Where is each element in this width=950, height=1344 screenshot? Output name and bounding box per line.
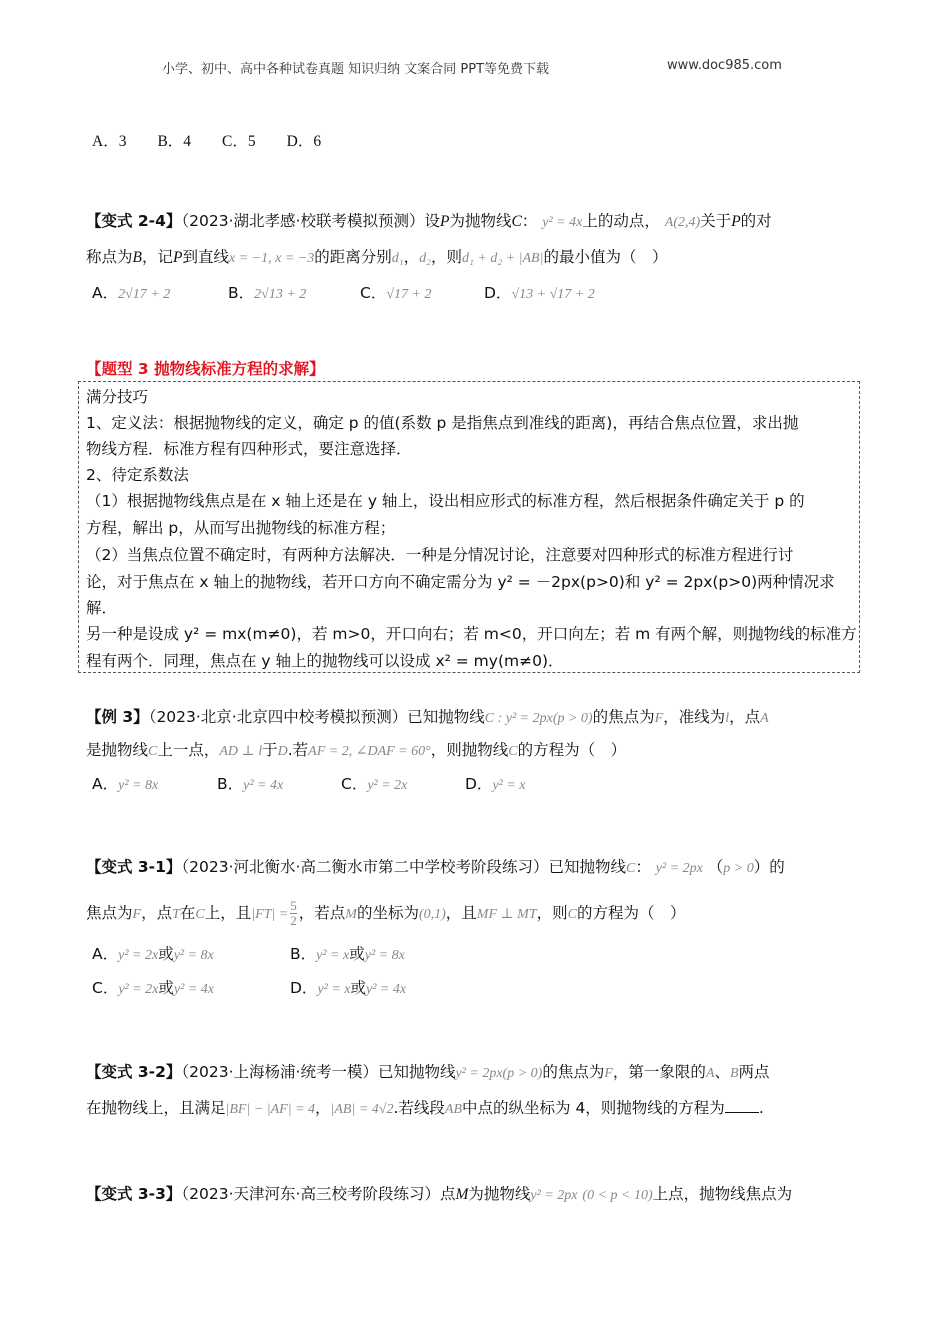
example-3-option-c[interactable]: C．y² = 2x: [341, 775, 408, 793]
variant-2-4-option-d[interactable]: D．√13 + √17 + 2: [484, 284, 595, 302]
fraction-5-2: $\frac{5}{2}$: [290, 898, 297, 928]
tips-line: （2）当焦点位置不确定时，有两种方法解决．一种是分情况讨论，注意要对四种形式的标准方程进行讨: [86, 546, 794, 564]
variant-3-1-option-a[interactable]: A．y² = 2x或y² = 8x: [92, 945, 214, 963]
question-tag: 【例 3】: [86, 708, 149, 726]
variant-3-1-option-c[interactable]: C．y² = 2x或y² = 4x: [92, 979, 214, 997]
variant-3-3-line1: 【变式 3-3】（2023·天津河东·高三校考阶段练习）点M为抛物线y² = 2px (0 < p < 10)上点，抛物线焦点为: [86, 1185, 793, 1203]
example-3-option-d[interactable]: D．y² = x: [465, 775, 526, 793]
tips-line: 1、定义法：根据抛物线的定义，确定 p 的值(系数 p 是指焦点到准线的距离)，再结合焦点位置，求出抛: [86, 414, 799, 432]
variant-3-2-line2: 在抛物线上，且满足|BF| − |AF| = 4，|AB| = 4√2.若线段AB中点的纵坐标为 4，则抛物线的方程为 .: [86, 1099, 764, 1117]
tips-line: 论，对于焦点在 x 轴上的抛物线，若开口方向不确定需分为 y² = －2px(p>0)和 y² = 2px(p>0)两种情况求: [86, 573, 835, 591]
tips-line: 方程，解出 p，从而写出抛物线的标准方程；: [86, 519, 396, 537]
tips-line: 物线方程．标准方程有四种形式，要注意选择．: [86, 440, 412, 458]
tips-line: （1）根据抛物线焦点是在 x 轴上还是在 y 轴上，设出相应形式的标准方程，然后根据条件确定关于 p 的: [86, 492, 805, 510]
variant-2-4-option-b[interactable]: B．2√13 + 2: [228, 284, 307, 302]
header-left-text: 小学、初中、高中各种试卷真题 知识归纳 文案合同 PPT等免费下载: [162, 62, 550, 77]
tips-line: 程有两个．同理，焦点在 y 轴上的抛物线可以设成 x² = my(m≠0)．: [86, 652, 564, 670]
variant-3-1-line1: 【变式 3-1】（2023·河北衡水·高二衡水市第二中学校考阶段练习）已知抛物线C： y² = 2px （p > 0）的: [86, 858, 785, 876]
tips-line: 2、待定系数法: [86, 466, 189, 484]
tips-title: 满分技巧: [86, 388, 149, 406]
variant-2-4-option-c[interactable]: C．√17 + 2: [360, 284, 432, 302]
question-tag: 【变式 3-3】: [86, 1185, 182, 1203]
question-tag: 【变式 3-1】: [86, 858, 182, 876]
question-tag: 【变式 3-2】: [86, 1063, 182, 1081]
variant-3-1-option-d[interactable]: D．y² = x或y² = 4x: [290, 979, 407, 997]
tips-line: 另一种是设成 y² = mx(m≠0)，若 m>0，开口向右；若 m<0，开口向左；若 m 有两个解，则抛物线的标准方: [86, 625, 857, 643]
variant-3-1-line2: 焦点为F，点T在C上，且|FT| = $\frac{5}{2}$ ，若点M的坐标为(0,1)，且MF ⊥ MT，则C的方程为（ ）: [86, 898, 686, 928]
tips-line: 解．: [86, 599, 118, 617]
example-3-option-a[interactable]: A．y² = 8x: [92, 775, 159, 793]
example-3-line1: 【例 3】（2023·北京·北京四中校考模拟预测）已知抛物线C : y² = 2px(p > 0)的焦点为F，准线为l，点A: [86, 708, 769, 726]
variant-2-4-line2: 称点为B，记P到直线x = −1, x = −3的距离分别d₁，d₂，则d₁ + d₂ + |AB|的最小值为（ ）: [86, 248, 668, 266]
type3-heading: 【题型 3 抛物线标准方程的求解】: [86, 360, 325, 378]
variant-3-1-option-b[interactable]: B．y² = x或y² = 8x: [290, 945, 405, 963]
variant-2-4-line1: 【变式 2-4】（2023·湖北孝感·校联考模拟预测）设P为抛物线C： y² = 4x上的动点， A(2,4)关于P的对: [86, 212, 772, 230]
variant-2-4-option-a[interactable]: A．2√17 + 2: [92, 284, 171, 302]
question-tag: 【变式 2-4】: [86, 212, 182, 230]
prev-question-options: A．3 B．4 C．5 D．6: [92, 133, 322, 150]
variant-3-2-line1: 【变式 3-2】（2023·上海杨浦·统考一模）已知抛物线y² = 2px(p > 0)的焦点为F，第一象限的A、B两点: [86, 1063, 770, 1081]
header-site-link[interactable]: www.doc985.com: [667, 58, 782, 73]
example-3-line2: 是抛物线C上一点，AD ⊥ l于D.若AF = 2, ∠DAF = 60°，则抛物线C的方程为（ ）: [86, 741, 627, 759]
answer-blank[interactable]: [725, 1097, 759, 1113]
example-3-option-b[interactable]: B．y² = 4x: [217, 775, 284, 793]
